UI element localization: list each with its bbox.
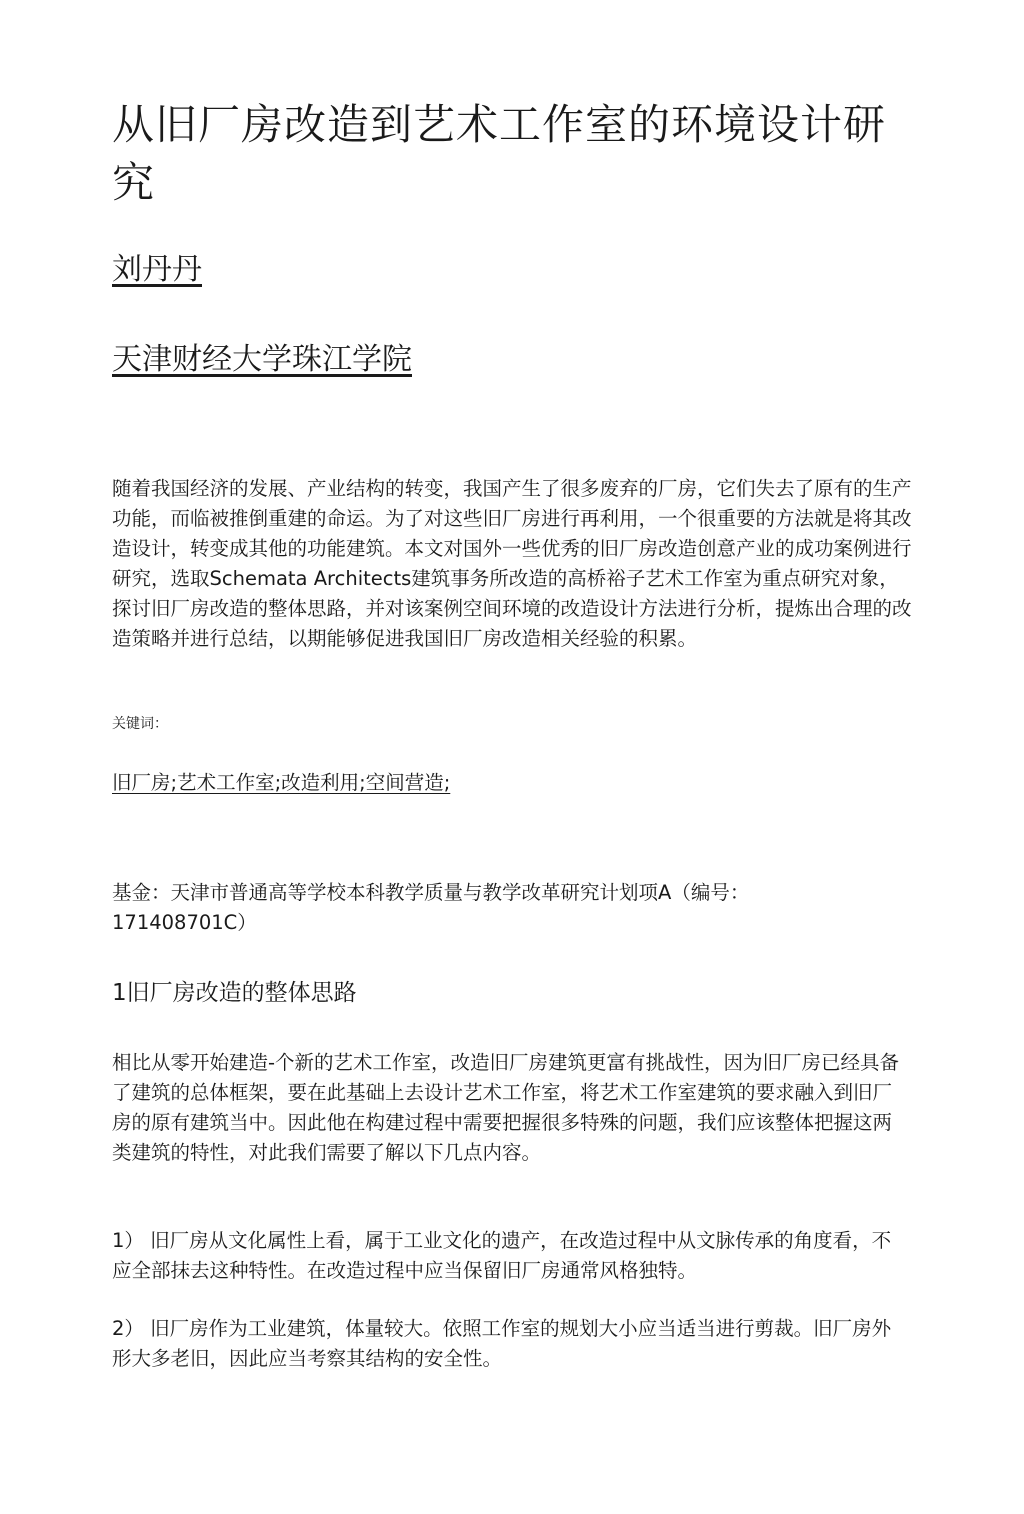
author-affiliation[interactable]: 天津财经大学珠江学院 xyxy=(112,342,412,377)
keywords-list[interactable]: 旧厂房;艺术工作室;改造利用;空间营造; xyxy=(112,771,451,794)
abstract-text: 随着我国经济的发展、产业结构的转变，我国产生了很多废弃的厂房，它们失去了原有的生产功能，而临被推倒重建的命运。为了对这些旧厂房进行再利用，一个很重要的方法就是将其改造设计，转变成其他的功能建筑。本文对国外一些优秀的旧厂房改造创意产业的成功案例进行研究，选取Schemata Architects建筑事务所改造的高桥裕子艺术工作室为重点研究对象，探讨旧厂房改造的整体思路，并对该案例空间环境的改造设计方法进行分析，提炼出合理的改造策略并进行总结，以期能够促进我国旧厂房改造相关经验的积累。 xyxy=(112,477,912,650)
body-paragraph: 1） 旧厂房从文化属性上看，属于工业文化的遗产，在改造过程中从文脉传承的角度看，不应全部抹去这种特性。在改造过程中应当保留旧厂房通常风格独特。 xyxy=(112,1229,892,1282)
body-paragraph: 相比从零开始建造-个新的艺术工作室，改造旧厂房建筑更富有挑战性，因为旧厂房已经具备了建筑的总体框架，要在此基础上去设计艺术工作室，将艺术工作室建筑的要求融入到旧厂房的原有建筑当中。因此他在构建过程中需要把握很多特殊的问题，我们应该整体把握这两类建筑的特性，对此我们需要了解以下几点内容。 xyxy=(112,1051,900,1164)
fund-note: 基金：天津市普通高等学校本科教学质量与教学改革研究计划项A（编号：171408701C） xyxy=(112,881,750,934)
keywords-label: 关键词： xyxy=(112,716,168,732)
paper-title: 从旧厂房改造到艺术工作室的环境设计研究 xyxy=(112,100,887,207)
section-heading: 1旧厂房改造的整体思路 xyxy=(112,980,357,1006)
body-paragraph: 2） 旧厂房作为工业建筑，体量较大。依照工作室的规划大小应当适当进行剪裁。旧厂房外形大多老旧，因此应当考察其结构的安全性。 xyxy=(112,1317,892,1370)
author-name[interactable]: 刘丹丹 xyxy=(112,252,202,287)
